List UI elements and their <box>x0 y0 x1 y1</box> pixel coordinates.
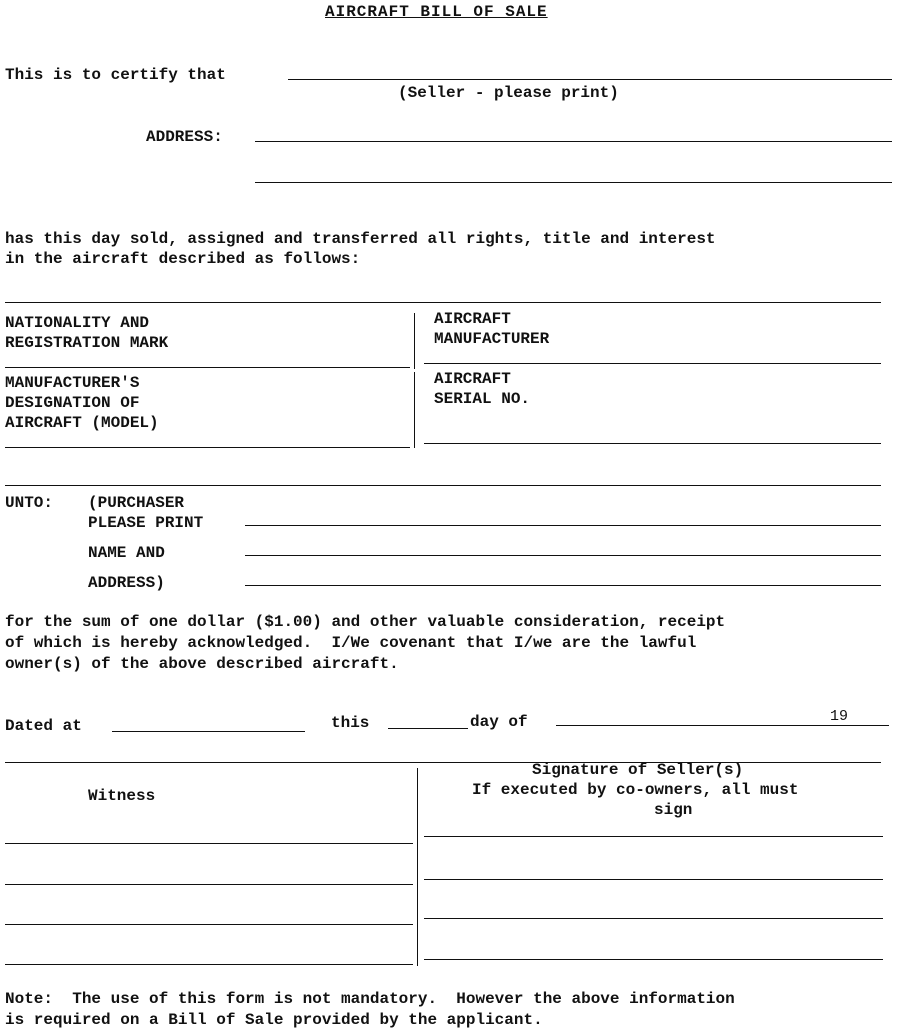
witness-line-4[interactable] <box>5 964 413 965</box>
purchaser-label-4: ADDRESS) <box>88 574 165 592</box>
witness-line-1[interactable] <box>5 843 413 844</box>
seller-signature-label-1: Signature of Seller(s) <box>532 761 744 779</box>
seller-name-field[interactable] <box>288 79 892 80</box>
registration-label: REGISTRATION MARK <box>5 334 169 352</box>
consideration-line-1: for the sum of one dollar ($1.00) and other valuable consideration, receipt <box>5 613 726 631</box>
seller-address-line-2[interactable] <box>255 182 892 183</box>
witness-line-3[interactable] <box>5 924 413 925</box>
manufacturer-label-2: MANUFACTURER <box>434 330 550 348</box>
certify-label: This is to certify that <box>5 66 226 84</box>
manufacturer-field[interactable] <box>424 363 881 364</box>
seller-signature-line-2[interactable] <box>424 879 883 880</box>
manufacturer-label-1: AIRCRAFT <box>434 310 511 328</box>
purchaser-label-2: PLEASE PRINT <box>88 514 204 532</box>
signature-top-rule <box>5 762 881 763</box>
note-line-2: is required on a Bill of Sale provided by the applicant. <box>5 1011 543 1029</box>
consideration-line-2: of which is hereby acknowledged. I/We covenant that I/we are the lawful <box>5 634 697 652</box>
purchaser-label-3: NAME AND <box>88 544 165 562</box>
address-label: ADDRESS: <box>146 128 223 146</box>
day-field[interactable] <box>388 728 468 729</box>
table-divider-lower <box>414 372 415 448</box>
designation-label-3: AIRCRAFT (MODEL) <box>5 414 159 432</box>
transfer-statement-line-1: has this day sold, assigned and transferred all rights, title and interest <box>5 230 716 248</box>
purchaser-field-1[interactable] <box>245 525 881 526</box>
consideration-line-3: owner(s) of the above described aircraft. <box>5 655 399 673</box>
day-of-label: day of <box>470 713 528 731</box>
serial-number-field[interactable] <box>424 443 881 444</box>
signature-divider <box>417 768 418 966</box>
unto-label: UNTO: <box>5 494 54 512</box>
this-label: this <box>331 714 370 732</box>
seller-signature-line-4[interactable] <box>424 959 883 960</box>
witness-label: Witness <box>88 787 156 805</box>
model-designation-field[interactable] <box>5 447 410 448</box>
table-top-rule <box>5 302 881 303</box>
designation-label-1: MANUFACTURER'S <box>5 374 140 392</box>
year-prefix: 19 <box>830 708 849 725</box>
seller-signature-label-2: If executed by co-owners, all must <box>472 781 799 799</box>
purchaser-top-rule <box>5 485 881 486</box>
registration-mark-field[interactable] <box>5 367 410 368</box>
seller-caption: (Seller - please print) <box>398 84 619 102</box>
serial-label-2: SERIAL NO. <box>434 390 531 408</box>
note-line-1: Note: The use of this form is not mandatory. However the above information <box>5 990 735 1008</box>
seller-signature-label-3: sign <box>654 801 693 819</box>
table-divider-upper <box>414 313 415 369</box>
dated-at-label: Dated at <box>5 717 82 735</box>
seller-address-line-1[interactable] <box>255 141 892 142</box>
nationality-label: NATIONALITY AND <box>5 314 150 332</box>
witness-line-2[interactable] <box>5 884 413 885</box>
purchaser-label-1: (PURCHASER <box>88 494 185 512</box>
seller-signature-line-1[interactable] <box>424 836 883 837</box>
form-title: AIRCRAFT BILL OF SALE <box>325 3 548 21</box>
purchaser-field-2[interactable] <box>245 555 881 556</box>
designation-label-2: DESIGNATION OF <box>5 394 140 412</box>
purchaser-field-3[interactable] <box>245 585 881 586</box>
transfer-statement-line-2: in the aircraft described as follows: <box>5 250 361 268</box>
dated-at-field[interactable] <box>112 731 305 732</box>
seller-signature-line-3[interactable] <box>424 918 883 919</box>
serial-label-1: AIRCRAFT <box>434 370 511 388</box>
